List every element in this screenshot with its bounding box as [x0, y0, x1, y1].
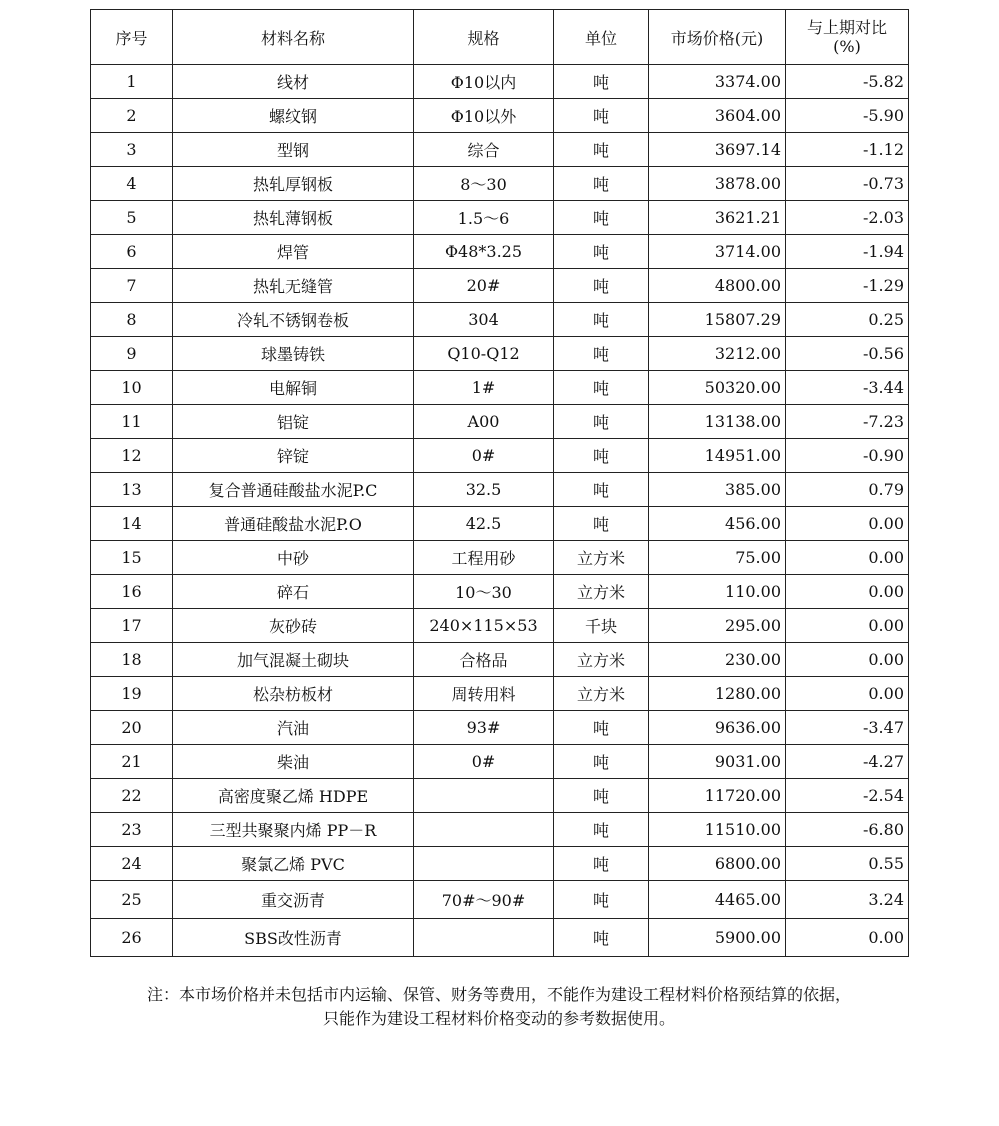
cell-change: -4.27	[786, 745, 909, 779]
cell-change: -3.44	[786, 371, 909, 405]
footnote-line1: 注：本市场价格并未包括市内运输、保管、财务等费用，不能作为建设工程材料价格预结算的依据，	[146, 985, 851, 1004]
cell-unit: 吨	[554, 439, 649, 473]
cell-name: 柴油	[173, 745, 414, 779]
cell-seq: 26	[91, 919, 173, 957]
table-row	[91, 371, 909, 405]
cell-change: 0.79	[786, 473, 909, 507]
cell-price: 6800.00	[649, 847, 786, 881]
header-unit: 单位	[554, 10, 649, 65]
cell-spec	[414, 779, 554, 813]
cell-unit: 立方米	[554, 677, 649, 711]
cell-unit: 立方米	[554, 541, 649, 575]
cell-price: 75.00	[649, 541, 786, 575]
cell-name: 螺纹钢	[173, 99, 414, 133]
cell-price: 110.00	[649, 575, 786, 609]
cell-change: -6.80	[786, 813, 909, 847]
cell-price: 5900.00	[649, 919, 786, 957]
cell-change: 0.00	[786, 507, 909, 541]
cell-seq: 22	[91, 779, 173, 813]
table-row	[91, 235, 909, 269]
table-row	[91, 65, 909, 99]
cell-name: 加气混凝土砌块	[173, 643, 414, 677]
cell-price: 3697.14	[649, 133, 786, 167]
header-change-line2: (%)	[833, 37, 861, 56]
cell-seq: 1	[91, 65, 173, 99]
cell-name: 中砂	[173, 541, 414, 575]
cell-change: -0.90	[786, 439, 909, 473]
cell-change: -7.23	[786, 405, 909, 439]
cell-price: 3714.00	[649, 235, 786, 269]
cell-name: 松杂枋板材	[173, 677, 414, 711]
cell-name: 锌锭	[173, 439, 414, 473]
cell-unit: 吨	[554, 881, 649, 919]
cell-unit: 吨	[554, 235, 649, 269]
cell-unit: 吨	[554, 507, 649, 541]
cell-name: 汽油	[173, 711, 414, 745]
cell-unit: 千块	[554, 609, 649, 643]
header-seq: 序号	[91, 10, 173, 65]
cell-change: 0.55	[786, 847, 909, 881]
table-row	[91, 677, 909, 711]
cell-seq: 11	[91, 405, 173, 439]
cell-price: 3374.00	[649, 65, 786, 99]
cell-unit: 吨	[554, 813, 649, 847]
cell-change: 0.00	[786, 677, 909, 711]
cell-unit: 吨	[554, 167, 649, 201]
cell-name: 型钢	[173, 133, 414, 167]
table-row	[91, 919, 909, 957]
cell-change: 0.00	[786, 575, 909, 609]
cell-spec: 1.5～6	[414, 201, 554, 235]
cell-name: 重交沥青	[173, 881, 414, 919]
table-row	[91, 133, 909, 167]
table-row	[91, 473, 909, 507]
cell-change: -5.90	[786, 99, 909, 133]
cell-price: 50320.00	[649, 371, 786, 405]
cell-change: 0.00	[786, 919, 909, 957]
table-row	[91, 609, 909, 643]
cell-spec	[414, 813, 554, 847]
cell-unit: 吨	[554, 65, 649, 99]
cell-spec: 304	[414, 303, 554, 337]
table-row	[91, 405, 909, 439]
cell-spec: Q10-Q12	[414, 337, 554, 371]
cell-unit: 吨	[554, 711, 649, 745]
cell-seq: 3	[91, 133, 173, 167]
cell-spec: A00	[414, 405, 554, 439]
cell-unit: 吨	[554, 303, 649, 337]
cell-unit: 吨	[554, 337, 649, 371]
cell-price: 295.00	[649, 609, 786, 643]
cell-change: -2.54	[786, 779, 909, 813]
footnote	[90, 983, 908, 1031]
cell-seq: 8	[91, 303, 173, 337]
cell-unit: 吨	[554, 269, 649, 303]
cell-name: 球墨铸铁	[173, 337, 414, 371]
cell-seq: 17	[91, 609, 173, 643]
cell-spec: 8～30	[414, 167, 554, 201]
cell-name: 高密度聚乙烯 HDPE	[173, 779, 414, 813]
cell-seq: 2	[91, 99, 173, 133]
price-table	[90, 9, 909, 957]
cell-name: 热轧厚钢板	[173, 167, 414, 201]
cell-change: -0.56	[786, 337, 909, 371]
table-row	[91, 167, 909, 201]
cell-spec	[414, 847, 554, 881]
cell-unit: 吨	[554, 405, 649, 439]
cell-spec: 240×115×53	[414, 609, 554, 643]
table-row	[91, 643, 909, 677]
cell-seq: 15	[91, 541, 173, 575]
cell-spec: 综合	[414, 133, 554, 167]
cell-seq: 21	[91, 745, 173, 779]
cell-spec: 1#	[414, 371, 554, 405]
footnote-line2: 只能作为建设工程材料价格变动的参考数据使用。	[322, 1009, 675, 1028]
table-row	[91, 201, 909, 235]
cell-seq: 14	[91, 507, 173, 541]
table-row	[91, 99, 909, 133]
cell-change: -1.29	[786, 269, 909, 303]
cell-seq: 16	[91, 575, 173, 609]
cell-name: 冷轧不锈钢卷板	[173, 303, 414, 337]
cell-change: -1.12	[786, 133, 909, 167]
cell-name: 聚氯乙烯 PVC	[173, 847, 414, 881]
cell-seq: 23	[91, 813, 173, 847]
cell-spec: 工程用砂	[414, 541, 554, 575]
cell-name: 焊管	[173, 235, 414, 269]
cell-seq: 13	[91, 473, 173, 507]
cell-spec: 70#～90#	[414, 881, 554, 919]
table-row	[91, 337, 909, 371]
cell-seq: 18	[91, 643, 173, 677]
cell-change: 0.00	[786, 609, 909, 643]
table-row	[91, 507, 909, 541]
cell-seq: 12	[91, 439, 173, 473]
table-row	[91, 575, 909, 609]
cell-name: 热轧薄钢板	[173, 201, 414, 235]
cell-name: 电解铜	[173, 371, 414, 405]
header-change	[786, 10, 909, 65]
table-body	[91, 65, 909, 957]
cell-name: 碎石	[173, 575, 414, 609]
cell-unit: 吨	[554, 745, 649, 779]
table-row	[91, 269, 909, 303]
cell-name: 线材	[173, 65, 414, 99]
cell-seq: 20	[91, 711, 173, 745]
cell-price: 3621.21	[649, 201, 786, 235]
cell-change: 0.25	[786, 303, 909, 337]
cell-seq: 4	[91, 167, 173, 201]
cell-name: 三型共聚聚内烯 PP－R	[173, 813, 414, 847]
cell-price: 4800.00	[649, 269, 786, 303]
cell-seq: 6	[91, 235, 173, 269]
cell-change: -3.47	[786, 711, 909, 745]
cell-price: 13138.00	[649, 405, 786, 439]
cell-unit: 吨	[554, 371, 649, 405]
cell-price: 385.00	[649, 473, 786, 507]
cell-price: 9031.00	[649, 745, 786, 779]
cell-unit: 吨	[554, 919, 649, 957]
cell-price: 1280.00	[649, 677, 786, 711]
cell-change: -1.94	[786, 235, 909, 269]
table-row	[91, 813, 909, 847]
cell-price: 11720.00	[649, 779, 786, 813]
cell-name: 普通硅酸盐水泥P.O	[173, 507, 414, 541]
table-row	[91, 711, 909, 745]
cell-spec: Φ10以外	[414, 99, 554, 133]
cell-price: 14951.00	[649, 439, 786, 473]
cell-seq: 19	[91, 677, 173, 711]
header-price: 市场价格(元)	[649, 10, 786, 65]
cell-unit: 吨	[554, 847, 649, 881]
cell-price: 11510.00	[649, 813, 786, 847]
cell-change: 3.24	[786, 881, 909, 919]
cell-price: 456.00	[649, 507, 786, 541]
cell-spec: 42.5	[414, 507, 554, 541]
cell-name: 复合普通硅酸盐水泥P.C	[173, 473, 414, 507]
header-change-line1: 与上期对比	[806, 18, 887, 37]
cell-change: -0.73	[786, 167, 909, 201]
cell-unit: 吨	[554, 473, 649, 507]
cell-price: 4465.00	[649, 881, 786, 919]
table-row	[91, 745, 909, 779]
cell-seq: 9	[91, 337, 173, 371]
cell-seq: 5	[91, 201, 173, 235]
table-row	[91, 881, 909, 919]
cell-change: -2.03	[786, 201, 909, 235]
cell-spec: 10～30	[414, 575, 554, 609]
cell-spec: 93#	[414, 711, 554, 745]
table-row	[91, 541, 909, 575]
cell-seq: 24	[91, 847, 173, 881]
cell-price: 3604.00	[649, 99, 786, 133]
table-row	[91, 847, 909, 881]
cell-change: 0.00	[786, 541, 909, 575]
cell-change: 0.00	[786, 643, 909, 677]
cell-unit: 吨	[554, 201, 649, 235]
cell-unit: 吨	[554, 133, 649, 167]
cell-price: 3878.00	[649, 167, 786, 201]
header-spec: 规格	[414, 10, 554, 65]
cell-seq: 7	[91, 269, 173, 303]
table-row	[91, 779, 909, 813]
cell-spec: 合格品	[414, 643, 554, 677]
cell-name: 铝锭	[173, 405, 414, 439]
cell-spec: 32.5	[414, 473, 554, 507]
cell-unit: 吨	[554, 779, 649, 813]
cell-spec: 0#	[414, 439, 554, 473]
cell-price: 9636.00	[649, 711, 786, 745]
table-row	[91, 439, 909, 473]
cell-price: 230.00	[649, 643, 786, 677]
cell-name: 灰砂砖	[173, 609, 414, 643]
cell-change: -5.82	[786, 65, 909, 99]
cell-spec: 0#	[414, 745, 554, 779]
cell-seq: 25	[91, 881, 173, 919]
cell-name: 热轧无缝管	[173, 269, 414, 303]
table-row	[91, 303, 909, 337]
table-header-row	[91, 10, 909, 65]
cell-spec: Φ10以内	[414, 65, 554, 99]
cell-spec	[414, 919, 554, 957]
cell-spec: Φ48*3.25	[414, 235, 554, 269]
cell-spec: 20#	[414, 269, 554, 303]
header-name: 材料名称	[173, 10, 414, 65]
cell-price: 3212.00	[649, 337, 786, 371]
cell-name: SBS改性沥青	[173, 919, 414, 957]
cell-seq: 10	[91, 371, 173, 405]
cell-unit: 立方米	[554, 575, 649, 609]
cell-unit: 吨	[554, 99, 649, 133]
cell-price: 15807.29	[649, 303, 786, 337]
cell-unit: 立方米	[554, 643, 649, 677]
cell-spec: 周转用料	[414, 677, 554, 711]
